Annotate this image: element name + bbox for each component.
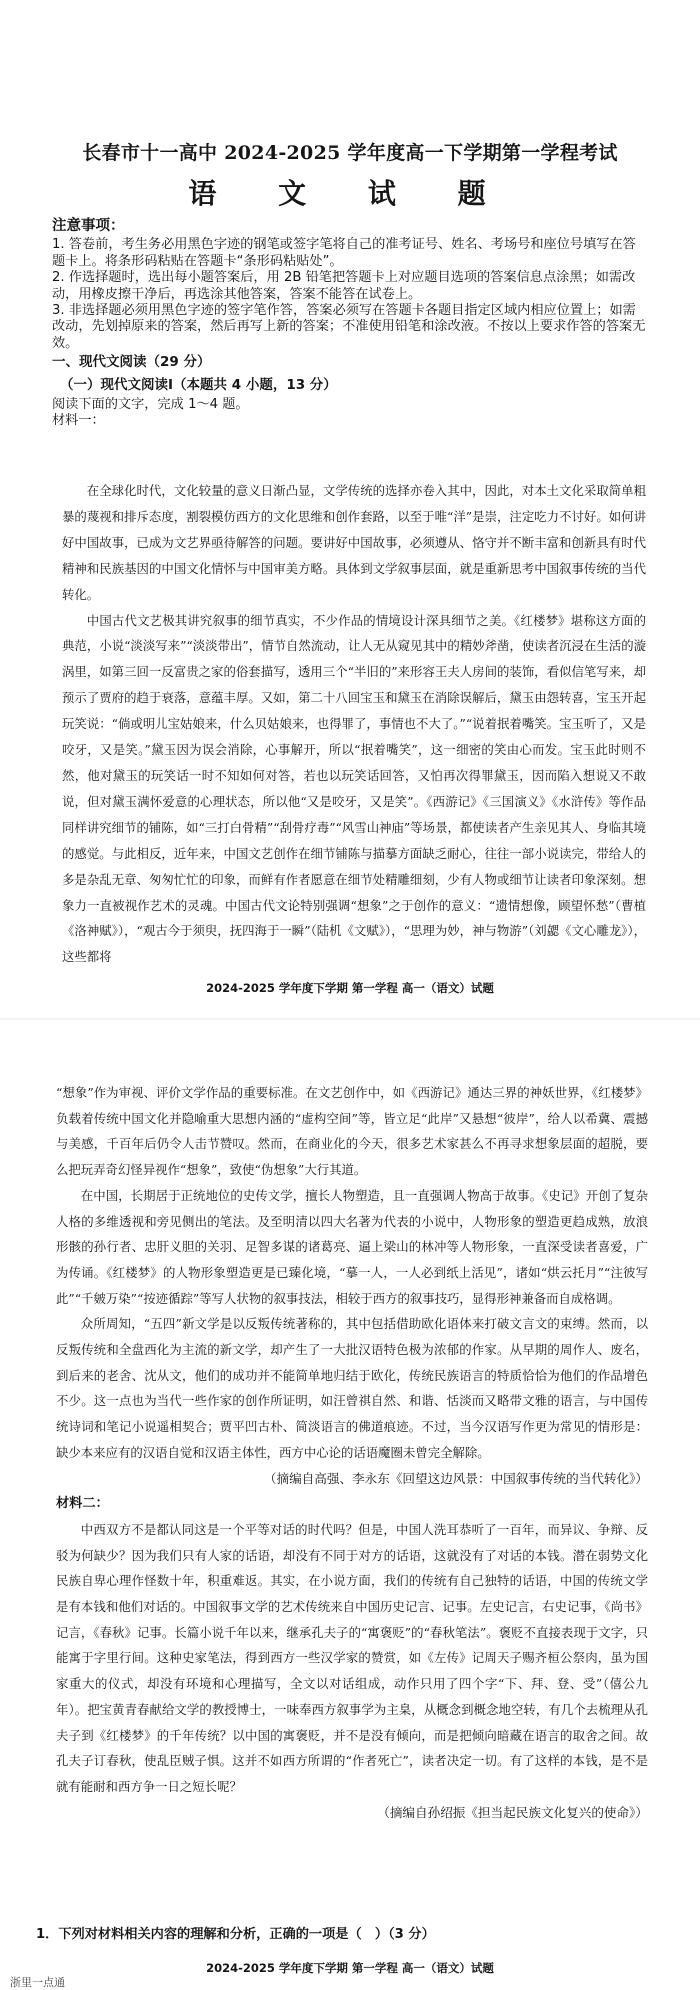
- source-citation: （摘编自高强、李永东《回望这边风景：中国叙事传统的当代转化》）: [263, 1470, 648, 1486]
- exam-title: 长春市十一高中 2024-2025 学年度高一下学期第一学程考试: [82, 142, 618, 164]
- page-footer: 2024-2025 学年度下学期 第一学程 高一（语文）试题: [206, 981, 494, 995]
- paragraph: “想象”作为审视、评价文学作品的重要标准。在文艺创作中，如《西游记》通达三界的神妖世界，《红楼梦》负载着传统中国文化并隐喻重大思想内涵的“虚构空间”等，皆立足“此岸”又悬想“彼岸”，给人以希冀、震撼与美感，千百年后仍令人击节赞叹。然而，在商业化的今天，很多艺术家甚么不再寻求想象层面的超脱，要么把玩弄奇幻怪异视作“想象”，致使“伪想象”大行其道。: [56, 1085, 648, 1178]
- paragraph: 在全球化时代，文化较量的意义日渐凸显，文学传统的选择亦卷入其中，因此，对本土文化采取简单粗暴的蔑视和排斥态度，割裂模仿西方的文化思维和创作套路，以至于唯“洋”是崇，注定吃力不讨好。如何讲好中国故事，已成为文艺界亟待解答的问题。要讲好中国故事，必须遵从、恪守并不断丰富和创新具有时代精神和民族基因的中国文化情怀与中国审美方略。具体到文学叙事层面，就是重新思考中国叙事传统的当代转化。: [62, 483, 646, 602]
- note-item: 1. 答卷前，考生务必用黑色字迹的钢笔或签字笔将自己的准考证号、姓名、考场号和座位号填写在答题卡上。将条形码粘贴在答题卡“条形码粘贴处”。: [52, 237, 636, 269]
- page-footer: 2024-2025 学年度下学期 第一学程 高一（语文）试题: [206, 1961, 494, 1975]
- material-two-label: 材料二：: [56, 1496, 109, 1512]
- paragraph: 众所周知，“五四”新文学是以反叛传统著称的，其中包括借助欧化语体来打破文言文的束缚。然而，以反叛传统和全盘西化为主流的新文学，却产生了一大批汉语特色极为浓郁的作家。从早期的周作人、废名，到后来的老舍、沈从文，他们的成功并不能简单地归结于欧化，传统民族语言的特质恰恰为他们的作品增色不少。这一点也为当代一些作家的创作所证明，如汪曾祺自然、和谐、恬淡而又略带文雅的语言，与中国传统诗词和笔记小说遥相契合；贾平凹古朴、简淡语言的佛道痕迹。不过，当今汉语写作更为常见的情形是：缺少本来应有的汉语自觉和汉语主体性，西方中心论的话语魔圈未曾完全解除。: [56, 1316, 648, 1460]
- note-item: 2. 作选择题时，选出每小题答案后，用 2B 铅笔把答题卡上对应题目选项的答案信息点涂黑；如需改动，用橡皮擦干净后，再选涂其他答案，答案不能答在试卷上。: [52, 270, 636, 302]
- watermark-text: 浙里一点通: [10, 1976, 65, 1989]
- reading-instruction: 阅读下面的文字，完成 1～4 题。: [52, 397, 249, 413]
- source-citation: （摘编自孙绍振《担当起民族文化复兴的使命》）: [377, 1804, 648, 1820]
- subsection-heading: （一）现代文阅读Ⅰ（本题共 4 小题，13 分）: [60, 376, 337, 393]
- paragraph: 中国古代文艺极其讲究叙事的细节真实，不少作品的情境设计深具细节之美。《红楼梦》堪称这方面的典范，小说“淡淡写来”“淡淡带出”，情节自然流动，让人无从窥见其中的精妙斧凿，使读者沉浸在生活的漩涡里，如第三回一反富贵之家的俗套描写，透用三个“半旧的”来形容王夫人房间的装饰，看似信笔写来，却预示了贾府的趋于衰落，意蕴丰厚。又如，第二十八回宝玉和黛玉在消除误解后，黛玉由怨转喜，宝玉开起玩笑说：“倘或明儿宝姑娘来，什么贝姑娘来，也得罪了，事情也不大了。”“说着抿着嘴笑。宝玉听了，又是咬牙，又是笑。”黛玉因为误会消除，心事解开，所以“抿着嘴笑”，这一细密的笑由心而发。宝玉此时则不然，他对黛玉的玩笑话一时不知如何对答，若也以玩笑话回答，又怕再次得罪黛玉，因而陷入想说又不敢说，但对黛玉满怀爱意的心理状态，所以他“又是咬牙，又是笑”。《西游记》《三国演义》《水浒传》等作品同样讲究细节的铺陈，如“三打白骨精”“刮骨疗毒”“风雪山神庙”等场景，都使读者产生亲见其人、身临其境的感觉。与此相反，近年来，中国文艺创作在细节铺陈与描摹方面缺乏耐心，往往一部小说读完，带给人的多是杂乱无章、匆匆忙忙的印象，而鲜有作者愿意在细节处精雕细刻，少有人物或细节让读者印象深刻。想象力一直被视作艺术的灵魂。中国古代文论特别强调“想象”之于创作的意义：“遗情想像，顾望怀愁”（曹植《洛神赋》），“观古今于须臾，抚四海于一瞬”（陆机《文赋》），“思理为妙，神与物游”（刘勰《文心雕龙》），这些都将: [62, 612, 646, 965]
- question-1: 1．下列对材料相关内容的理解和分析，正确的一项是（ ）（3 分）: [36, 1927, 435, 1942]
- paragraph: 中西双方不是都认同这是一个平等对话的时代吗？但是，中国人洗耳恭听了一百年，而异议、争辩、反驳为何缺少？因为我们只有人家的话语，却没有不同于对方的话语，这就没有了对话的本钱。潜在弱势文化民族自卑心理作怪数十年，积重难返。其实，在小说方面，我们的传统有自己独特的话语，中国的传统文学是有本钱和他们对话的。中国叙事文学的艺术传统来自中国历史记言、记事。左史记言，右史记事，《尚书》记言，《春秋》记事。长篇小说千年以来，继承孔夫子的“寓褒贬”的“春秋笔法”。褒贬不直接表现于文字，只能寓于字里行间。这种史家笔法，得到西方一些汉学家的赞赏，如《左传》记周天子赐齐桓公祭肉，虽为国家重大的仪式，却没有环境和心理描写，全文以对话组成，动作只用了四个字“下、拜、登、受”（僖公九年）。把宝黄青春献给文学的教授博士，一味奉西方叙事学为主臬，从概念到概念地空转，有几个去梳理从孔夫子到《红楼梦》的千年传统？以中国的寓褒贬，并不是没有倾向，而是把倾向暗藏在语言的取舍之间。故孔夫子订春秋，使乱臣贼子惧。这并不如西方所谓的“作者死亡”，读者决定一切。有了这样的本钱，是不是就有能耐和西方争一日之短长呢？: [56, 1521, 648, 1794]
- notes-block: [52, 218, 648, 430]
- material-one-label: 材料一：: [52, 413, 105, 429]
- notes-heading: 注意事项：: [52, 218, 125, 234]
- exam-page-2: [0, 1020, 700, 1989]
- note-item: 3. 非选择题必须用黑色字迹的签字笔作答，答案必须写在答题卡各题目指定区域内相应位置上；如需改动，先划掉原来的答案，然后再写上新的答案；不准使用铅笔和涂改液。不按以上要求作答的答案无效。: [52, 303, 646, 351]
- material-continued-text: [56, 1080, 648, 1825]
- material-one-text: [62, 478, 646, 970]
- subject-title: 语 文 试 题: [188, 177, 512, 210]
- paragraph: 在中国，长期居于正统地位的史传文学，擅长人物塑造，且一直强调人物高于故事。《史记》开创了复杂人格的多维透视和旁见侧出的笔法。及至明清以四大名著为代表的小说中，人物形象的塑造更趋成熟，放浪形骸的孙行者、忠肝义胆的关羽、足智多谋的诸葛亮、逼上梁山的林冲等人物形象，一直深受读者喜爱，广为传诵。《红楼梦》的人物形象塑造更是已臻化境，“摹一人，一人必到纸上活见”，诸如“烘云托月”“注彼写此”“千皴万染”“按迹循踪”等写人状物的叙事技法，相较于西方的叙事技巧，显得形神兼备而自成格调。: [56, 1187, 648, 1306]
- section-heading: 一、现代文阅读（29 分）: [52, 354, 211, 371]
